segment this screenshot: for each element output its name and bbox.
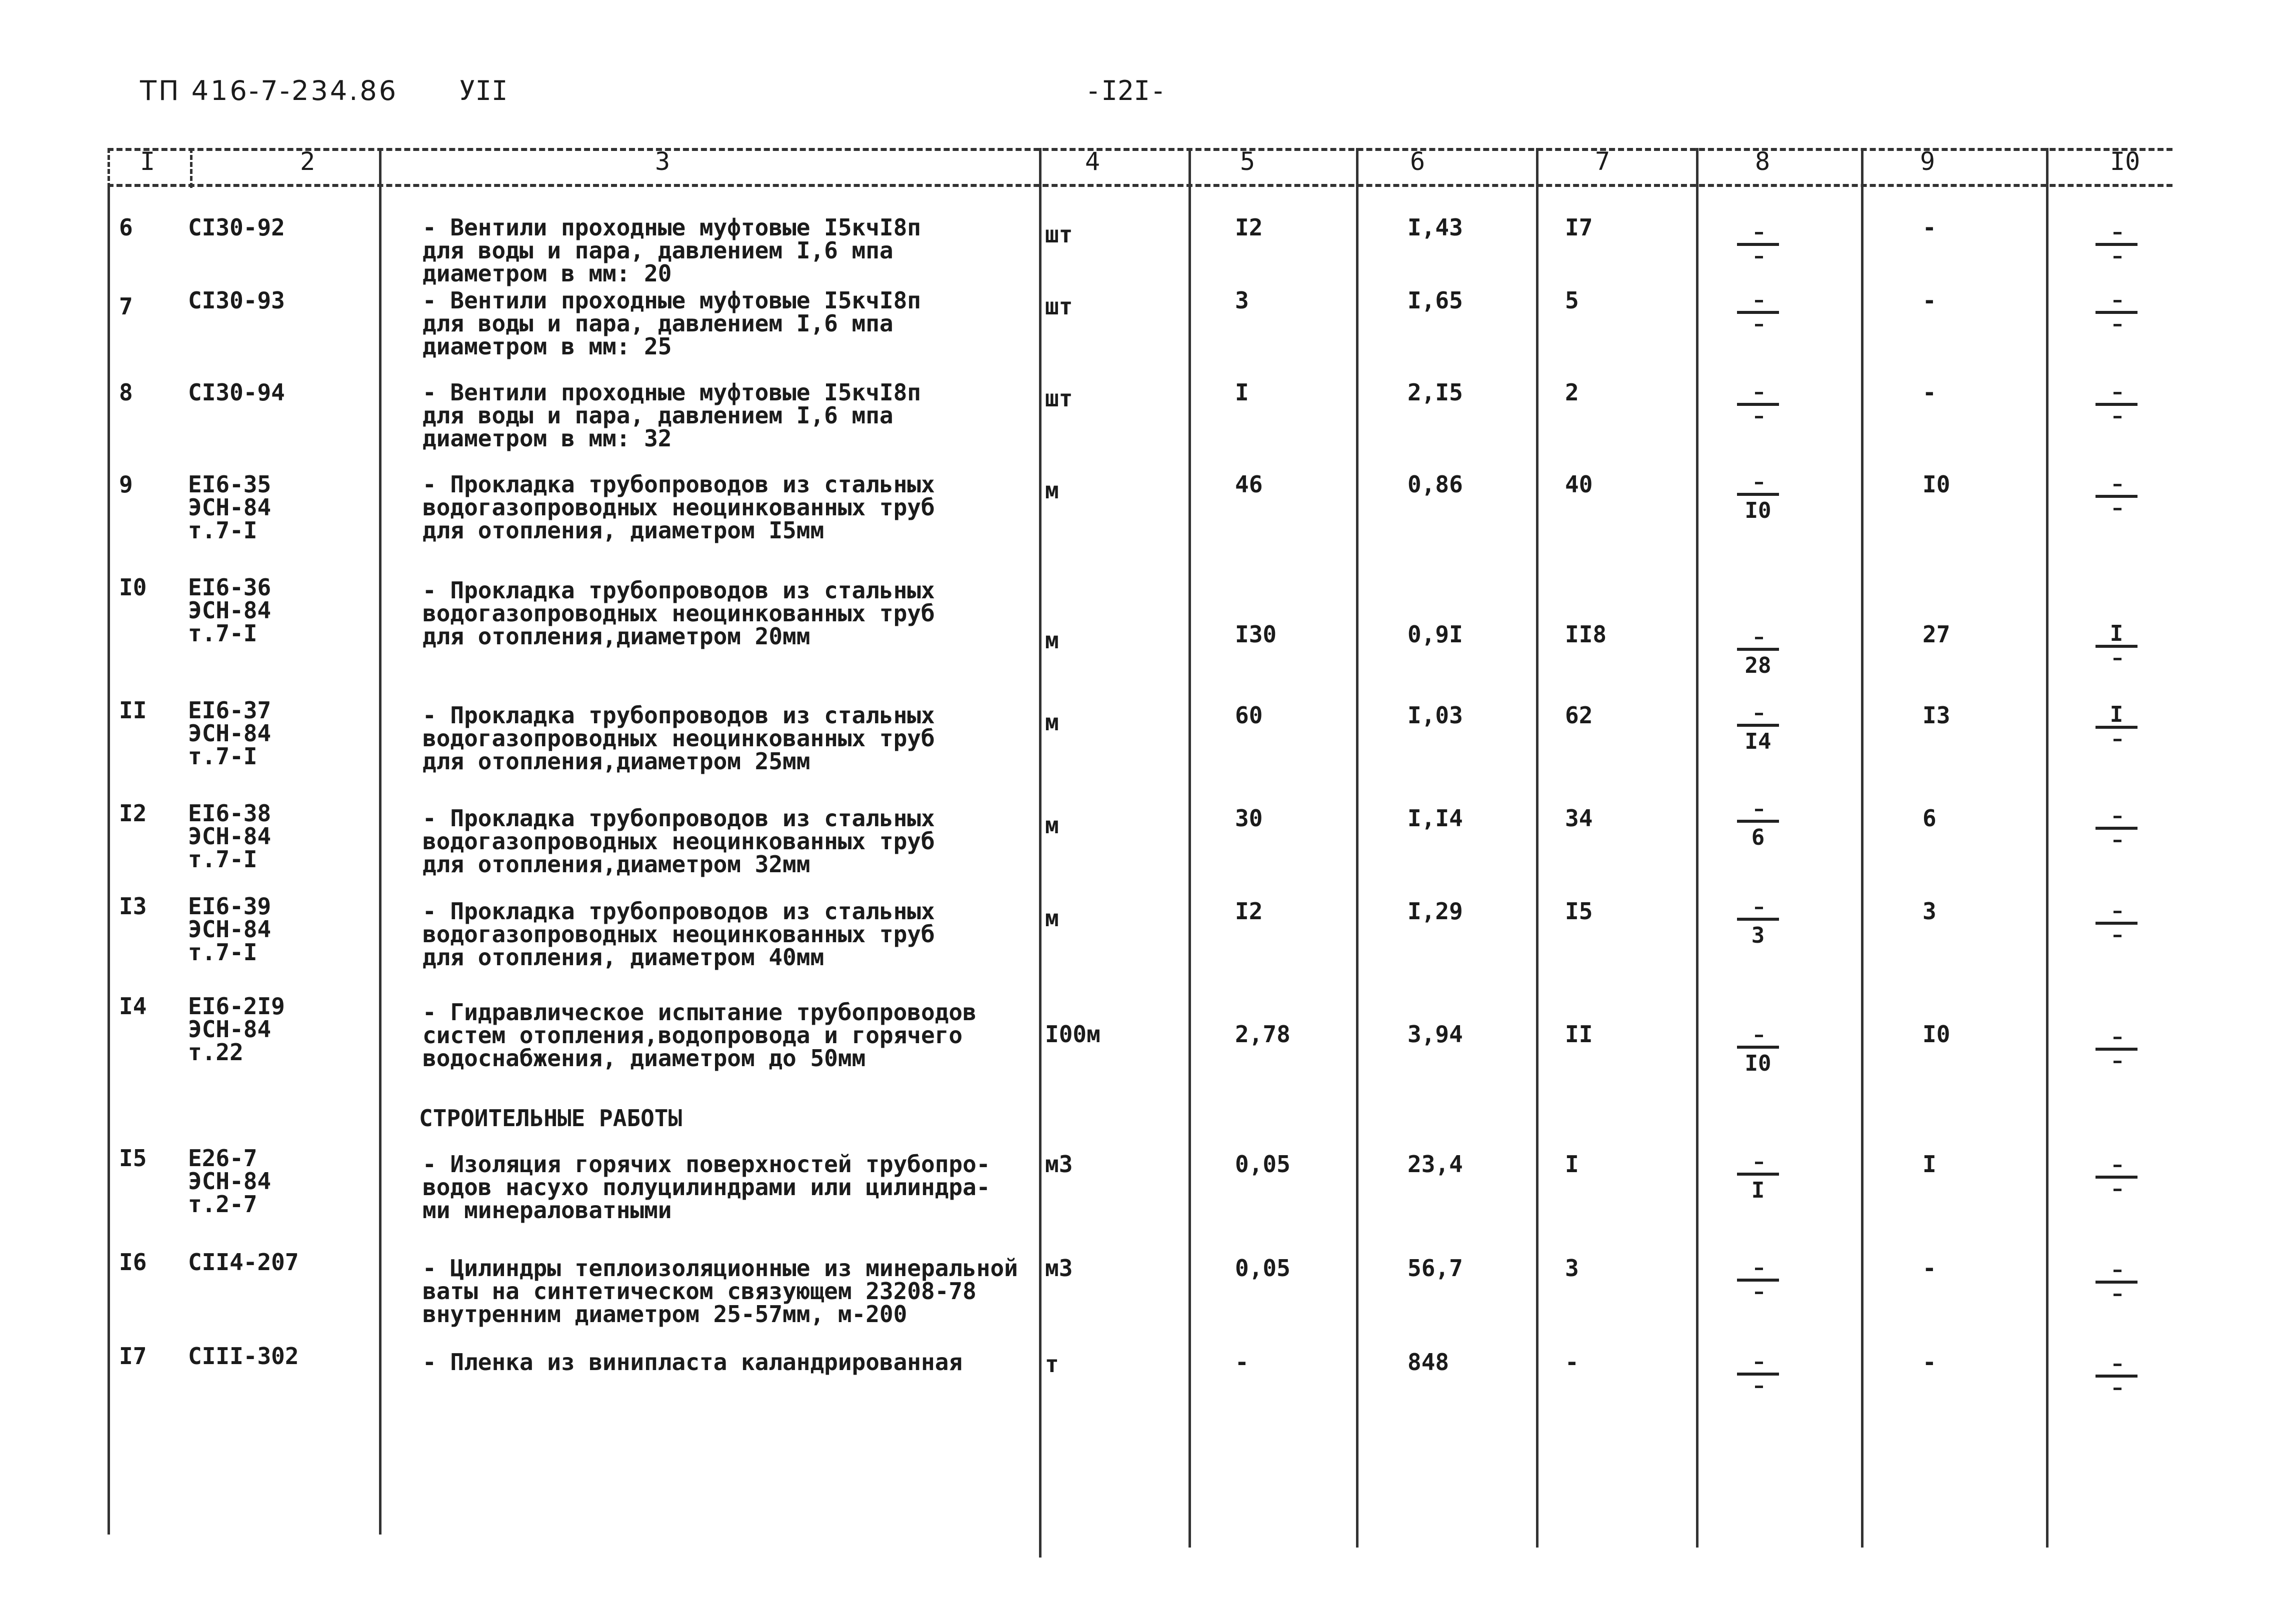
row-value-6: 2,I5 xyxy=(1408,379,1463,406)
row-value-6: I,65 xyxy=(1408,287,1463,314)
row-value-7: 2 xyxy=(1565,379,1579,406)
ditto-mark xyxy=(2092,1031,2140,1071)
ditto-mark xyxy=(1734,226,1782,266)
row-unit: т xyxy=(1045,1351,1059,1378)
row-unit: м xyxy=(1045,905,1059,932)
ditto-mark xyxy=(2092,386,2140,426)
fraction-mark xyxy=(1734,476,1782,523)
row-code: ЕI6-37 ЭСН-84 т.7-I xyxy=(188,697,272,770)
row-unit: шт xyxy=(1045,293,1073,320)
column-divider xyxy=(108,148,110,188)
column-header: 8 xyxy=(1755,147,1770,176)
row-value-6: 3,94 xyxy=(1408,1021,1463,1048)
column-header: 5 xyxy=(1240,147,1256,176)
row-value-7: 5 xyxy=(1565,287,1579,314)
fraction-numerator: I xyxy=(2110,702,2124,727)
column-header: 9 xyxy=(1920,147,1936,176)
row-value-9: - xyxy=(1922,214,1936,241)
ditto-mark xyxy=(1734,1262,1782,1302)
row-quantity: 0,05 xyxy=(1235,1255,1290,1282)
row-code: СI30-92 xyxy=(188,214,285,241)
row-value-9: - xyxy=(1922,379,1936,406)
row-unit: м xyxy=(1045,477,1059,504)
row-code: ЕI6-39 ЭСН-84 т.7-I xyxy=(188,893,272,966)
row-description: - Прокладка трубопроводов из стальных водогазопроводных неоцинкованных труб для отопления,диаметром 25мм xyxy=(422,702,935,775)
row-value-9: - xyxy=(1922,1349,1936,1376)
row-value-6: 56,7 xyxy=(1408,1255,1463,1282)
row-value-9: 6 xyxy=(1922,805,1936,832)
row-number: 7 xyxy=(119,293,133,320)
row-unit: м3 xyxy=(1045,1255,1073,1282)
row-unit: м3 xyxy=(1045,1151,1073,1178)
row-description: - Прокладка трубопроводов из стальных водогазопроводных неоцинкованных труб для отопления,диаметром 20мм xyxy=(422,577,935,650)
row-code: СI30-94 xyxy=(188,379,285,406)
row-value-9: - xyxy=(1922,1255,1936,1282)
row-value-7: 34 xyxy=(1565,805,1593,832)
column-divider xyxy=(1696,148,1698,1548)
row-code: СI30-93 xyxy=(188,287,285,314)
row-value-6: 848 xyxy=(1408,1349,1450,1376)
row-value-7: I5 xyxy=(1565,898,1593,925)
column-header: I xyxy=(140,147,156,176)
row-value-7: II xyxy=(1565,1021,1593,1048)
column-divider xyxy=(1188,148,1191,1548)
ditto-mark xyxy=(2092,1358,2140,1398)
row-code: ЕI6-38 ЭСН-84 т.7-I xyxy=(188,800,272,873)
row-value-9: I0 xyxy=(1922,471,1950,498)
row-value-9: I0 xyxy=(1922,1021,1950,1048)
row-value-7: I xyxy=(1565,1151,1579,1178)
row-code: ЕI6-36 ЭСН-84 т.7-I xyxy=(188,574,272,647)
fraction-mark xyxy=(1734,1029,1782,1076)
row-description: - Прокладка трубопроводов из стальных водогазопроводных неоцинкованных труб для отопления, диаметром 40мм xyxy=(422,898,935,971)
row-description: - Вентили проходные муфтовые I5кчI8п для воды и пара, давлением I,6 мпа диаметром в мм: 20 xyxy=(422,214,921,287)
row-code: Е26-7 ЭСН-84 т.2-7 xyxy=(188,1145,272,1218)
row-code: СIII-302 xyxy=(188,1343,299,1370)
row-quantity: 3 xyxy=(1235,287,1249,314)
row-value-6: I,03 xyxy=(1408,702,1463,729)
row-quantity: I2 xyxy=(1235,214,1263,241)
ditto-mark xyxy=(2092,905,2140,945)
fraction-mark xyxy=(2092,702,2140,749)
row-value-9: - xyxy=(1922,287,1936,314)
fraction-denominator: I0 xyxy=(1744,498,1772,523)
row-value-7: II8 xyxy=(1565,621,1607,648)
row-quantity: I30 xyxy=(1235,621,1277,648)
fraction-mark xyxy=(1734,707,1782,754)
page-number: -I2I- xyxy=(1085,75,1166,106)
row-quantity: 60 xyxy=(1235,702,1263,729)
row-value-7: I7 xyxy=(1565,214,1593,241)
row-unit: шт xyxy=(1045,221,1073,248)
ditto-mark xyxy=(2092,1264,2140,1304)
fraction-denominator: 28 xyxy=(1744,653,1772,678)
column-divider xyxy=(1356,148,1358,1548)
fraction-denominator: 3 xyxy=(1751,923,1765,948)
row-value-6: I,43 xyxy=(1408,214,1463,241)
ditto-mark xyxy=(2092,226,2140,266)
row-number: II xyxy=(119,697,147,724)
row-value-7: 62 xyxy=(1565,702,1593,729)
row-number: I0 xyxy=(119,574,147,601)
column-header: 2 xyxy=(300,147,316,176)
row-value-6: I,29 xyxy=(1408,898,1463,925)
fraction-mark xyxy=(1734,803,1782,850)
column-header: 4 xyxy=(1085,147,1100,176)
row-value-6: 0,9I xyxy=(1408,621,1463,648)
fraction-mark xyxy=(1734,631,1782,678)
row-value-6: 0,86 xyxy=(1408,471,1463,498)
row-quantity: I2 xyxy=(1235,898,1263,925)
fraction-mark xyxy=(1734,1156,1782,1203)
row-quantity: - xyxy=(1235,1349,1249,1376)
row-description: - Гидравлическое испытание трубопроводов систем отопления,водопровода и горячего водоснабжения, диаметром до 50мм xyxy=(422,999,976,1072)
row-quantity: 30 xyxy=(1235,805,1263,832)
row-description: - Вентили проходные муфтовые I5кчI8п для воды и пара, давлением I,6 мпа диаметром в мм: 25 xyxy=(422,287,921,360)
row-unit: м xyxy=(1045,627,1059,654)
column-divider xyxy=(2046,148,2048,1548)
row-number: I3 xyxy=(119,893,147,920)
fraction-denominator: I xyxy=(1751,1178,1765,1203)
ditto-mark xyxy=(2092,294,2140,334)
row-description: - Прокладка трубопроводов из стальных водогазопроводных неоцинкованных труб для отопления,диаметром 32мм xyxy=(422,805,935,878)
row-unit: I00м xyxy=(1045,1021,1100,1048)
row-quantity: I xyxy=(1235,379,1249,406)
row-code: ЕI6-35 ЭСН-84 т.7-I xyxy=(188,471,272,544)
row-description: - Прокладка трубопроводов из стальных водогазопроводных неоцинкованных труб для отопления, диаметром I5мм xyxy=(422,471,935,544)
row-value-9: I3 xyxy=(1922,702,1950,729)
row-value-9: 27 xyxy=(1922,621,1950,648)
section-title: СТРОИТЕЛЬНЫЕ РАБОТЫ xyxy=(419,1105,682,1132)
fraction-mark xyxy=(2092,621,2140,668)
row-code: ЕI6-2I9 ЭСН-84 т.22 xyxy=(188,993,285,1066)
column-divider xyxy=(1039,148,1042,1558)
column-divider xyxy=(379,148,382,1535)
row-number: I5 xyxy=(119,1145,147,1172)
ditto-mark xyxy=(2092,1159,2140,1199)
row-unit: шт xyxy=(1045,385,1073,412)
row-value-7: 3 xyxy=(1565,1255,1579,1282)
row-value-6: I,I4 xyxy=(1408,805,1463,832)
row-quantity: 2,78 xyxy=(1235,1021,1290,1048)
row-value-7: 40 xyxy=(1565,471,1593,498)
row-quantity: 46 xyxy=(1235,471,1263,498)
row-description: - Пленка из винипласта каландрированная xyxy=(422,1349,963,1376)
row-value-6: 23,4 xyxy=(1408,1151,1463,1178)
fraction-numerator: I xyxy=(2110,621,2124,646)
ditto-mark xyxy=(1734,1356,1782,1396)
row-quantity: 0,05 xyxy=(1235,1151,1290,1178)
row-value-7: - xyxy=(1565,1349,1579,1376)
document-section: УII xyxy=(459,75,508,106)
document-code: ТП 416-7-234.86 xyxy=(140,75,398,106)
row-number: I6 xyxy=(119,1249,147,1276)
ditto-mark xyxy=(2092,478,2140,518)
column-header: 3 xyxy=(655,147,670,176)
ditto-mark xyxy=(1734,386,1782,426)
column-header: 6 xyxy=(1410,147,1426,176)
fraction-denominator: 6 xyxy=(1751,825,1765,850)
column-divider xyxy=(1861,148,1864,1548)
row-number: I4 xyxy=(119,993,147,1020)
column-header: 7 xyxy=(1595,147,1610,176)
row-number: 8 xyxy=(119,379,133,406)
row-code: СII4-207 xyxy=(188,1249,299,1276)
row-number: I7 xyxy=(119,1343,147,1370)
row-number: I2 xyxy=(119,800,147,827)
row-value-9: I xyxy=(1922,1151,1936,1178)
column-divider xyxy=(108,185,110,1535)
column-header: I0 xyxy=(2110,147,2140,176)
ditto-mark xyxy=(2092,810,2140,850)
row-description: - Вентили проходные муфтовые I5кчI8п для воды и пара, давлением I,6 мпа диаметром в мм: 32 xyxy=(422,379,921,452)
fraction-denominator: I0 xyxy=(1744,1051,1772,1076)
row-unit: м xyxy=(1045,812,1059,839)
fraction-denominator: I4 xyxy=(1744,729,1772,754)
row-number: 6 xyxy=(119,214,133,241)
row-description: - Изоляция горячих поверхностей трубопро- водов насухо полуцилиндрами или цилиндра- ми минераловатными xyxy=(422,1151,990,1224)
column-divider xyxy=(190,148,192,188)
row-number: 9 xyxy=(119,471,133,498)
fraction-mark xyxy=(1734,901,1782,948)
row-description: - Цилиндры теплоизоляционные из минеральной ваты на синтетическом связующем 23208-78 внутренним диаметром 25-57мм, м-200 xyxy=(422,1255,1018,1328)
row-unit: м xyxy=(1045,709,1059,736)
row-value-9: 3 xyxy=(1922,898,1936,925)
ditto-mark xyxy=(1734,294,1782,334)
column-divider xyxy=(1536,148,1538,1548)
